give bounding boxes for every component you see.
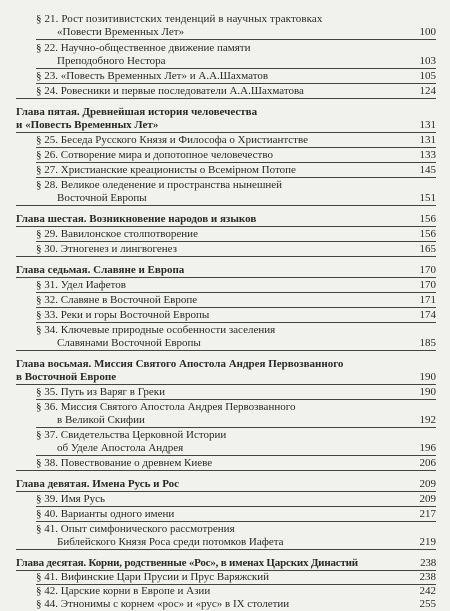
toc-entry [36,401,450,414]
entry-title: § 21. Рост позитивистских тенденций в научных трактовках [36,13,323,25]
page-number: 219 [419,536,436,548]
divider [36,177,436,178]
divider [16,205,436,206]
chapter-title: и «Повесть Временных Лет» [16,119,159,131]
page-number: 238 [420,557,436,569]
chapter-heading [16,478,450,491]
chapter-heading [16,264,450,277]
divider [16,549,436,550]
entry-title: Преподобного Нестора [57,55,166,67]
toc-entry [57,337,450,350]
toc-entry [36,164,450,177]
entry-title: «Повести Временных Лет» [57,26,185,38]
divider [16,470,436,471]
page-number: 174 [419,309,436,321]
divider [16,256,436,257]
entry-title: § 34. Ключевые природные особенности заселения [36,324,276,336]
page-number: 196 [419,442,436,454]
entry-title: § 28. Великое оледенение и пространства нынешней [36,179,283,191]
entry-title: § 23. «Повесть Временных Лет» и А.А.Шахматов [36,70,269,82]
toc-entry [57,55,450,68]
page-number: 238 [419,571,436,583]
toc-entry [57,192,450,205]
toc-entry [36,13,450,26]
page-number: 133 [419,149,436,161]
entry-title: § 31. Удел Иафетов [36,279,126,291]
entry-title: § 22. Научно-общественное движение памяти [36,42,251,54]
entry-title: § 42. Царские корни в Европе и Азии [36,585,211,597]
toc-entry [36,585,450,598]
toc-entry [36,493,450,506]
toc-entry [36,386,450,399]
page-number: 156 [419,228,436,240]
page-number: 105 [419,70,436,82]
toc-entry [36,243,450,256]
divider [36,162,436,163]
entry-title: § 30. Этногенез и лингвогенез [36,243,177,255]
toc-entry [36,42,450,55]
toc-entry [36,149,450,162]
chapter-heading [16,371,450,384]
entry-title: Библейского Князя Роса среди потомков Иафета [57,536,284,548]
entry-title: § 32. Славяне в Восточной Европе [36,294,198,306]
entry-title: Восточной Европы [57,192,147,204]
toc-entry [36,457,450,470]
divider [16,226,436,227]
chapter-heading [16,557,450,570]
divider [16,350,436,351]
entry-title: § 33. Реки и горы Восточной Европы [36,309,210,321]
page-number: 124 [419,85,436,97]
entry-title: § 25. Беседа Русского Князя и Философа о Христиантстве [36,134,308,146]
page-number: 209 [419,478,436,490]
page-number: 255 [419,598,436,610]
chapter-heading [16,106,450,119]
divider [16,277,436,278]
entry-title: § 36. Миссия Святого Апостола Андрея Первозванного [36,401,296,413]
chapter-title: Глава девятая. Имена Русь и Рос [16,478,180,490]
toc-entry [36,134,450,147]
divider [16,132,436,133]
entry-title: § 24. Ровесники и первые последователи А.А.Шахматова [36,85,304,97]
toc-entry [57,442,450,455]
page-number: 103 [419,55,436,67]
chapter-heading [16,358,450,371]
page-number: 190 [419,386,436,398]
page-number: 242 [419,585,436,597]
entry-title: § 41. Опыт симфонического рассмотрения [36,523,235,535]
divider [36,147,436,148]
divider [36,521,436,522]
page-number: 209 [419,493,436,505]
entry-title: § 35. Путь из Варяг в Греки [36,386,166,398]
toc-entry [36,179,450,192]
toc-entry [36,571,450,584]
page-number: 165 [419,243,436,255]
page-number: 206 [419,457,436,469]
toc-entry [36,324,450,337]
page-number: 185 [419,337,436,349]
page-number: 190 [419,371,436,383]
page-number: 100 [419,26,436,38]
entry-title: § 37. Свидетельства Церковной Истории [36,429,227,441]
page-number: 171 [419,294,436,306]
page-number: 170 [419,264,436,276]
toc-entry [36,429,450,442]
page-number: 217 [419,508,436,520]
entry-title: Славянами Восточной Европы [57,337,201,349]
divider [36,506,436,507]
entry-title: § 39. Имя Русь [36,493,105,505]
divider [36,307,436,308]
divider [36,399,436,400]
toc-entry [36,309,450,322]
page-number: 131 [419,119,436,131]
divider [36,292,436,293]
entry-title: § 27. Христианские креационисты о Всемірном Потопе [36,164,296,176]
divider [36,322,436,323]
chapter-title: Глава восьмая. Миссия Святого Апостола Андрея Первозванного [16,358,344,370]
divider [16,384,436,385]
toc-entry [36,85,450,98]
chapter-heading [16,119,450,132]
toc-entry [36,228,450,241]
toc-entry [36,508,450,521]
divider [36,427,436,428]
chapter-title: Глава пятая. Древнейшая история человечества [16,106,258,118]
page-number: 145 [419,164,436,176]
toc-entry [57,414,450,427]
divider [36,39,436,40]
entry-title: об Уделе Апостола Андрея [57,442,184,454]
entry-title: § 29. Вавилонское столпотворение [36,228,198,240]
page-number: 192 [419,414,436,426]
divider [36,455,436,456]
page-number: 131 [419,134,436,146]
divider [36,68,436,69]
toc-entry [36,294,450,307]
entry-title: § 38. Повествование о древнем Киеве [36,457,213,469]
divider [36,241,436,242]
entry-title: § 26. Сотворение мира и допотопное человечество [36,149,273,161]
toc-entry [36,70,450,83]
page-number: 170 [419,279,436,291]
toc-entry [57,26,450,39]
divider [16,98,436,99]
divider [16,491,436,492]
toc-entry [57,536,450,549]
entry-title: § 40. Варианты одного имени [36,508,175,520]
toc-entry [36,523,450,536]
chapter-title: Глава десятая. Корни, родственные «Рос», в именах Царских Династий [16,557,358,569]
entry-title: § 41. Вифинские Цари Прусии и Прус Варяжский [36,571,270,583]
chapter-heading [16,213,450,226]
chapter-title: Глава седьмая. Славяне и Европа [16,264,185,276]
divider [36,83,436,84]
page-number: 156 [419,213,436,225]
toc-entry [36,279,450,292]
chapter-title: в Восточной Европе [16,371,117,383]
chapter-title: Глава шестая. Возникновение народов и языков [16,213,257,225]
entry-title: в Великой Скифии [57,414,145,426]
entry-title: § 44. Этнонимы с корнем «рос» и «рус» в IX столетии [36,598,290,610]
page-number: 151 [419,192,436,204]
